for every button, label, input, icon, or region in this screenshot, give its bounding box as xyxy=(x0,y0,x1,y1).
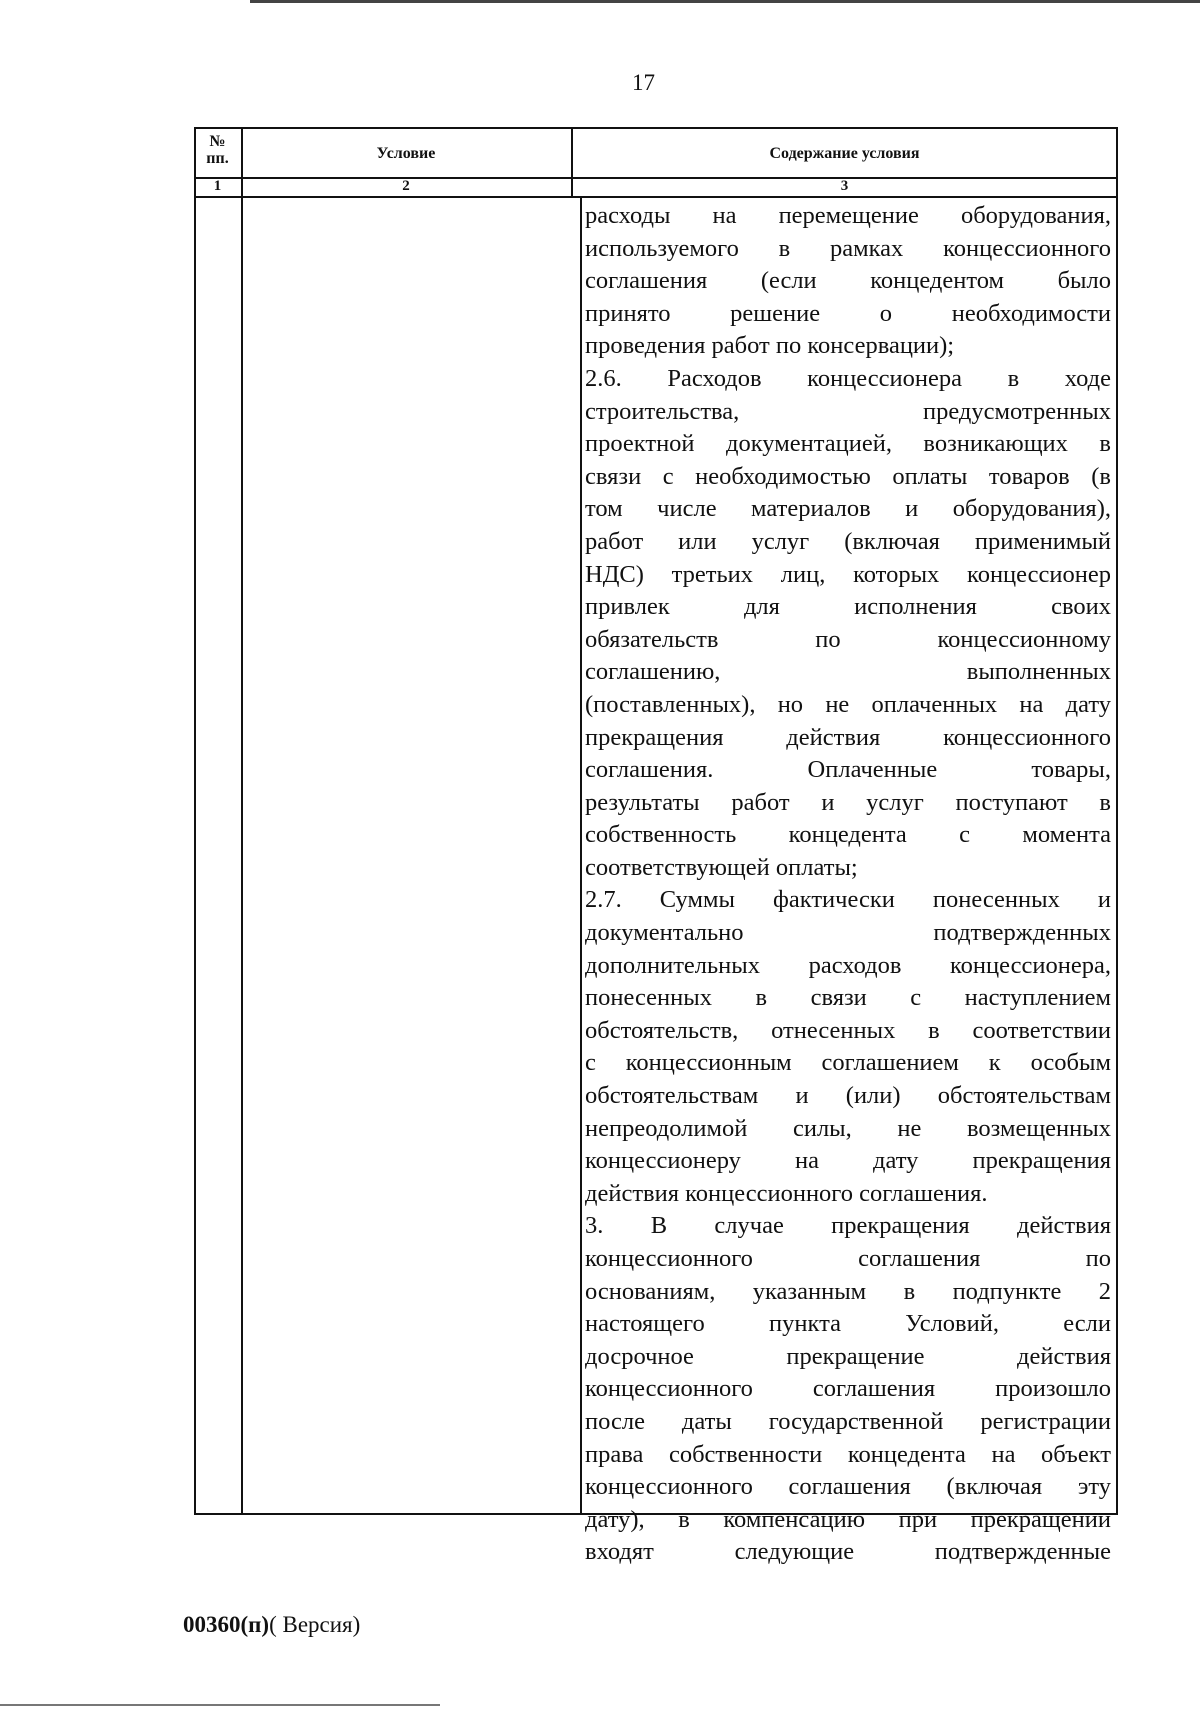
content-line: том числе материалов и оборудования), xyxy=(585,495,1111,523)
content-line: 2.6. Расходов концессионера в ходе xyxy=(585,364,1111,392)
content-line: результаты работ и услуг поступают в xyxy=(585,788,1111,816)
content-line: расходы на перемещение оборудования, xyxy=(585,202,1111,229)
content-line: связи с необходимостью оплаты товаров (в xyxy=(585,462,1111,490)
content-line: обязательств по концессионному xyxy=(585,625,1111,653)
content-line: обстоятельств, отнесенных в соответствии xyxy=(585,1016,1111,1044)
document-code xyxy=(183,1612,360,1638)
content-line: основаниям, указанным в подпункте 2 xyxy=(585,1277,1111,1305)
content-line: соответствующей оплаты; xyxy=(585,853,858,881)
content-line: привлек для исполнения своих xyxy=(585,593,1111,621)
content-line: концессионного соглашения (включая эту xyxy=(585,1473,1111,1501)
page-number: 17 xyxy=(632,70,655,95)
content-line: обстоятельствам и (или) обстоятельствам xyxy=(585,1082,1111,1110)
header-condition: Условие xyxy=(376,145,436,162)
bottom-border-line xyxy=(0,1704,440,1706)
content-line: настоящего пункта Условий, если xyxy=(585,1310,1111,1338)
content-line: понесенных в связи с наступлением xyxy=(585,984,1111,1012)
content-line: проведения работ по консервации); xyxy=(585,332,955,360)
content-line: собственность концедента с момента xyxy=(585,821,1111,849)
document-code-number: 00360(п) xyxy=(183,1612,270,1637)
content-line: соглашения. Оплаченные товары, xyxy=(585,756,1111,784)
table-index-divider xyxy=(194,196,1118,198)
content-line: НДС) третьих лиц, которых концессионер xyxy=(585,560,1111,588)
content-line: права собственности концедента на объект xyxy=(585,1440,1111,1468)
content-line: после даты государственной регистрации xyxy=(585,1407,1111,1435)
header-content: Содержание условия xyxy=(769,145,920,162)
content-line: соглашения (если концедентом было xyxy=(585,267,1111,295)
index-cell-2: 2 xyxy=(402,178,410,194)
content-line: дату), в компенсацию при прекращении xyxy=(585,1505,1111,1533)
content-line: с концессионным соглашением к особым xyxy=(585,1049,1111,1077)
content-line: концессионного соглашения произошло xyxy=(585,1375,1111,1403)
content-line: концессионного соглашения по xyxy=(585,1245,1111,1272)
content-line: проектной документацией, возникающих в xyxy=(585,430,1111,458)
content-line: используемого в рамках концессионного xyxy=(585,234,1111,262)
header-number: № пп. xyxy=(206,133,229,167)
content-line: досрочное прекращение действия xyxy=(585,1342,1111,1370)
content-line: соглашению, выполненных xyxy=(585,658,1111,686)
content-line: непреодолимой силы, не возмещенных xyxy=(585,1114,1111,1142)
content-line: (поставленных), но не оплаченных на дату xyxy=(585,690,1111,718)
content-line: входят следующие подтвержденные xyxy=(585,1538,1111,1566)
top-border-line xyxy=(250,0,1200,3)
content-line: работ или услуг (включая применимый xyxy=(585,527,1111,555)
content-line: документально подтвержденных xyxy=(585,919,1111,947)
table-column-divider xyxy=(580,197,582,1515)
document-version: ( Версия) xyxy=(269,1612,361,1637)
content-line: прекращения действия концессионного xyxy=(585,723,1111,751)
condition-content-text xyxy=(585,200,1111,1569)
content-line: принято решение о необходимости xyxy=(585,299,1111,327)
index-cell-1: 1 xyxy=(213,178,222,194)
content-line: 3. В случае прекращения действия xyxy=(585,1212,1111,1240)
content-line: концессионеру на дату прекращения xyxy=(585,1147,1111,1175)
content-line: строительства, предусмотренных xyxy=(585,397,1111,425)
index-cell-3: 3 xyxy=(840,178,849,194)
table-column-divider xyxy=(241,127,243,1515)
content-line: 2.7. Суммы фактически понесенных и xyxy=(585,886,1111,914)
content-line: дополнительных расходов концессионера, xyxy=(585,951,1111,979)
content-line: действия концессионного соглашения. xyxy=(585,1179,988,1207)
